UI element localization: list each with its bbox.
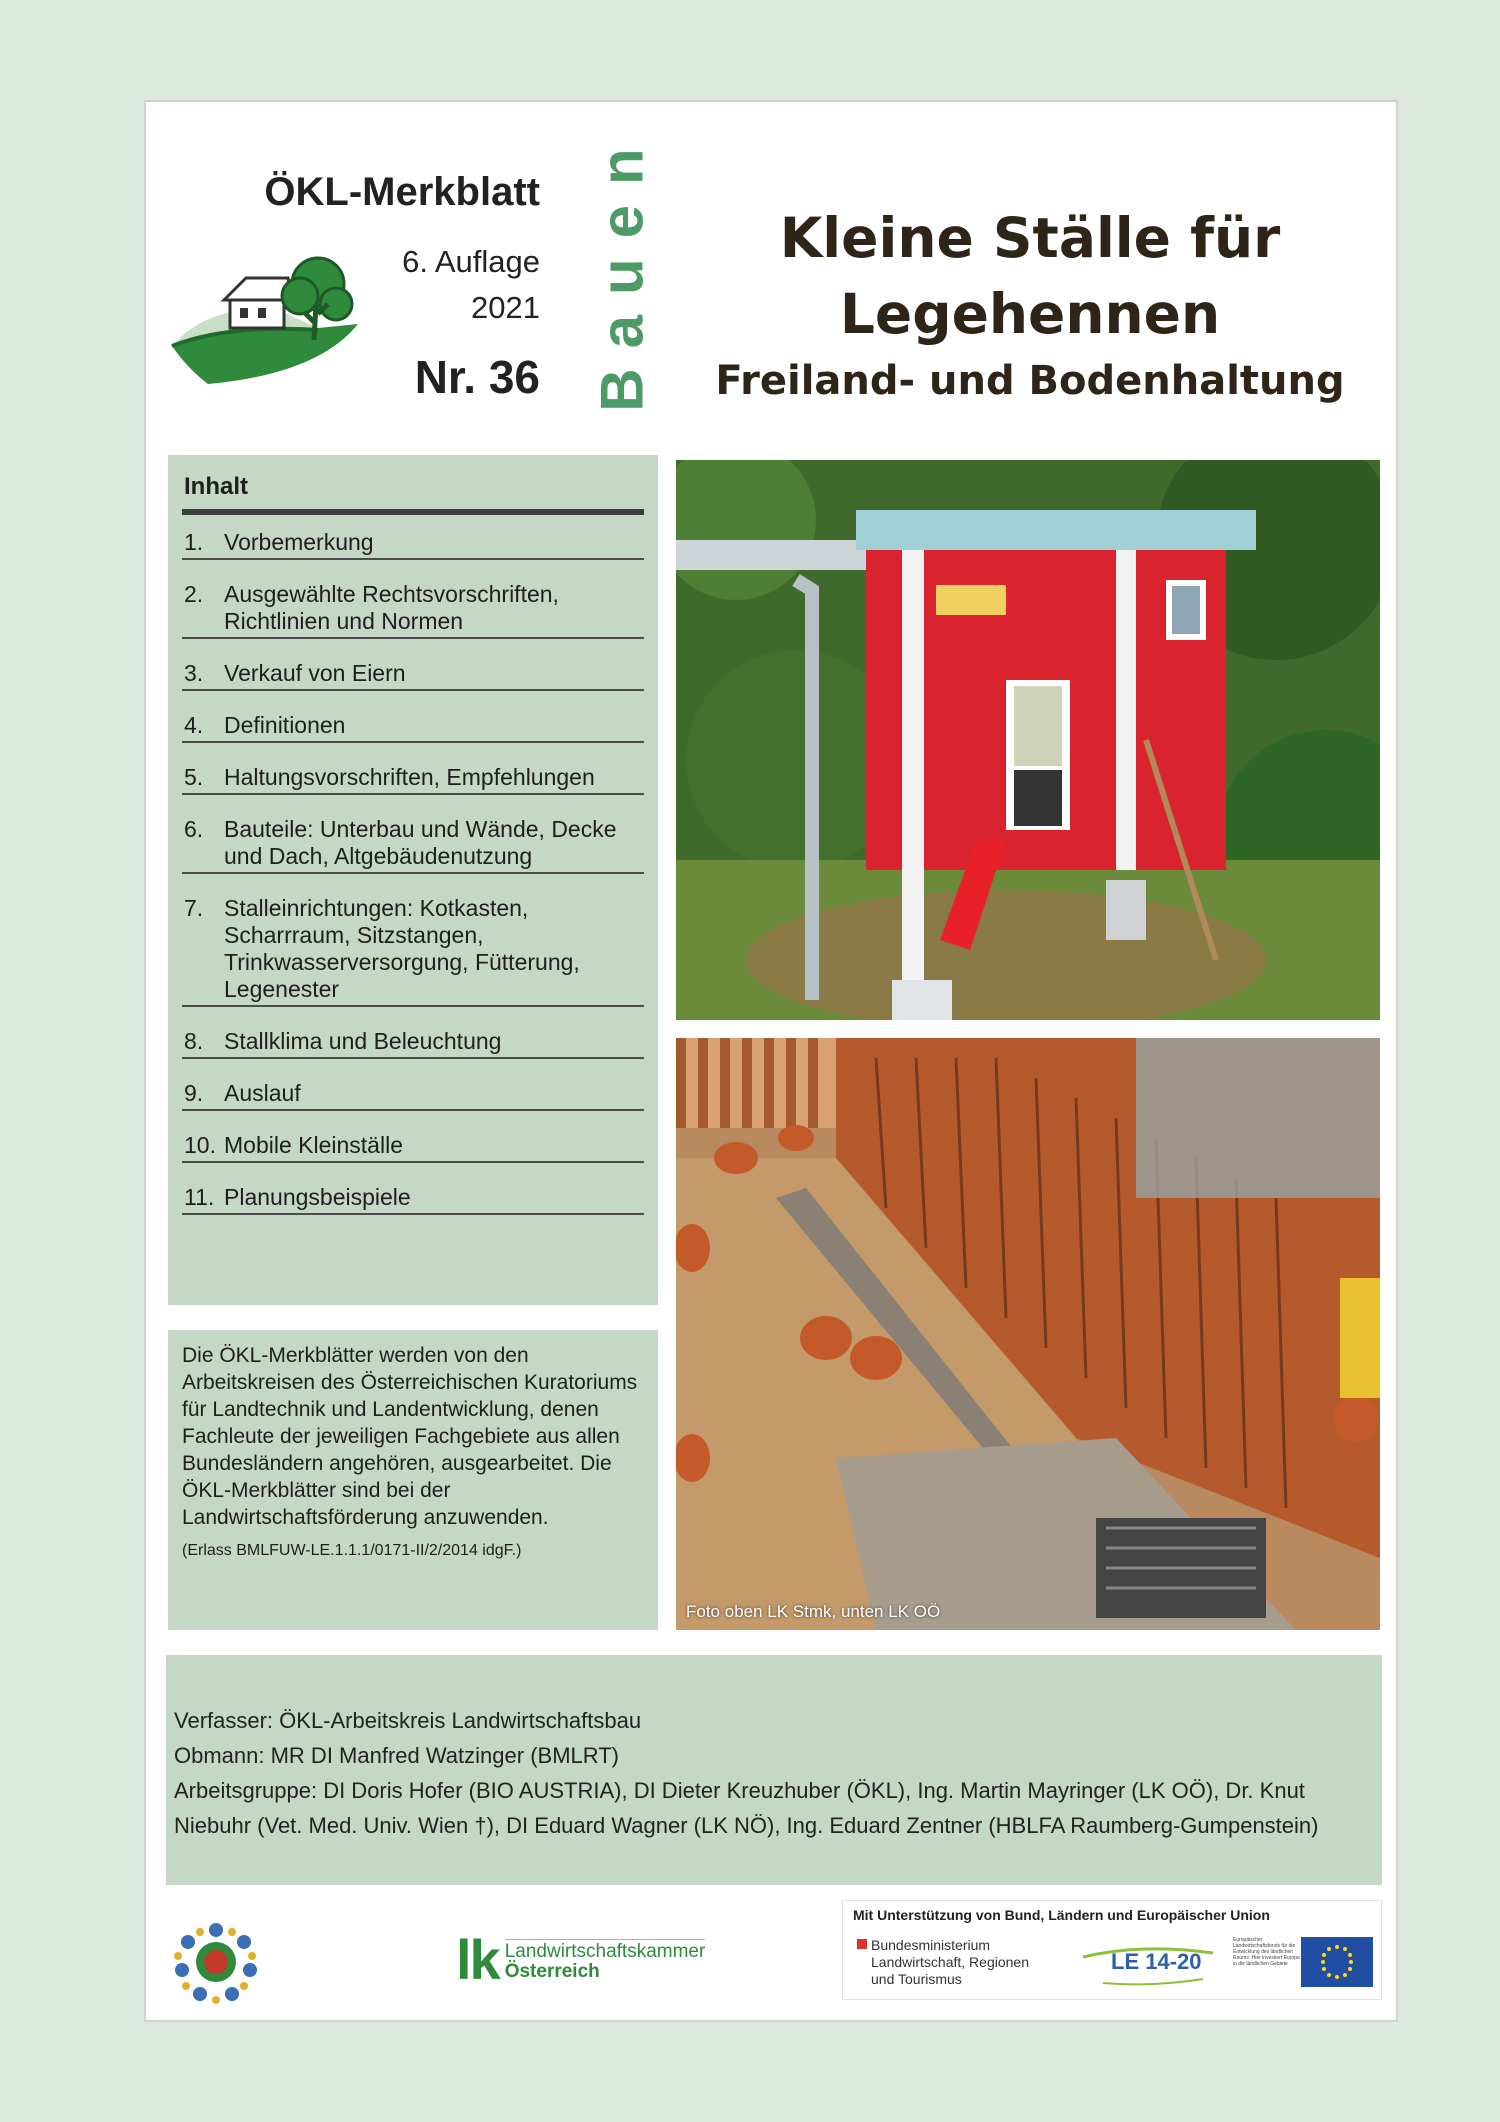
toc-item-label: Definitionen	[224, 712, 346, 738]
toc-item-label: Haltungsvorschriften, Empfehlungen	[224, 764, 595, 790]
authors-box	[166, 1655, 1382, 1885]
series-title: ÖKL-Merkblatt	[264, 170, 540, 214]
ministry-logo: Bundesministerium Landwirtschaft, Regionen und Tourismus	[857, 1937, 1029, 1988]
info-box	[168, 1330, 658, 1630]
toc-item-label: Bauteile: Unterbau und Wände, Decke und Dach, Altgebäudenutzung	[224, 816, 617, 869]
toc-item-label: Stalleinrichtungen: Kotkasten, Scharrraum, Sitzstangen, Trinkwasserversorgung, Fütterung, Legenester	[224, 895, 580, 1002]
year: 2021	[471, 290, 540, 325]
toc-item	[182, 525, 644, 560]
funding-title: Mit Unterstützung von Bund, Ländern und Europäischer Union	[853, 1907, 1270, 1923]
photo-hens-barn	[676, 1038, 1380, 1630]
page-title: Kleine Ställe für Legehennen	[779, 206, 1281, 346]
toc-item-number: 7.	[184, 895, 204, 921]
issue-number: Nr. 36	[414, 351, 540, 403]
toc-item-label: Verkauf von Eiern	[224, 660, 406, 686]
footer-logos	[166, 1900, 1382, 2010]
photo-chicken-coop	[676, 460, 1380, 1020]
toc-item	[182, 656, 644, 691]
toc-item	[182, 1128, 644, 1163]
photo-credit: Foto oben LK Stmk, unten LK OÖ	[686, 1602, 941, 1621]
toc-item-number: 2.	[184, 581, 204, 607]
funding-banner	[842, 1900, 1382, 2000]
lk-mark: lk	[456, 1928, 499, 1991]
chair-line: Obmann: MR DI Manfred Watzinger (BMLRT)	[174, 1743, 620, 1768]
toc-item-number: 5.	[184, 764, 204, 790]
toc-item-number: 1.	[184, 529, 204, 555]
page-subtitle: Freiland- und Bodenhaltung	[715, 358, 1345, 404]
farm-logo-icon	[168, 244, 368, 384]
eu-flag-icon	[1301, 1937, 1373, 1987]
toc-item	[182, 1180, 644, 1215]
toc-item-number: 10.	[184, 1132, 216, 1158]
toc-item-label: Ausgewählte Rechtsvorschriften, Richtlinien und Normen	[224, 581, 559, 634]
author-line: Verfasser: ÖKL-Arbeitskreis Landwirtschaftsbau	[174, 1708, 642, 1733]
decree-reference: (Erlass BMLFUW-LE.1.1.1/0171-II/2/2014 idgF.)	[182, 1542, 522, 1559]
toc-item	[182, 760, 644, 795]
toc-item	[182, 1024, 644, 1059]
oekl-circle-logo-icon	[170, 1920, 262, 2004]
toc-item-label: Mobile Kleinställe	[224, 1132, 403, 1158]
toc-item-label: Planungsbeispiele	[224, 1184, 411, 1210]
toc-item-label: Vorbemerkung	[224, 529, 374, 555]
table-of-contents	[168, 455, 658, 1305]
lk-name-line2: Österreich	[504, 1960, 600, 1982]
toc-item-number: 6.	[184, 816, 204, 842]
toc-item	[182, 708, 644, 743]
toc-heading: Inhalt	[182, 473, 644, 515]
austria-flag-icon	[857, 1939, 867, 1949]
toc-item-number: 4.	[184, 712, 204, 738]
toc-item-number: 8.	[184, 1028, 204, 1054]
toc-item	[182, 812, 644, 874]
toc-item-label: Auslauf	[224, 1080, 301, 1106]
header-info	[168, 170, 540, 420]
lk-logo	[456, 1930, 706, 1990]
toc-item-number: 9.	[184, 1080, 204, 1106]
toc-item	[182, 577, 644, 639]
toc-item-label: Stallklima und Beleuchtung	[224, 1028, 502, 1054]
edition: 6. Auflage	[402, 244, 540, 279]
toc-item	[182, 891, 644, 1007]
lk-name-line1: Landwirtschaftskammer	[504, 1940, 706, 1962]
category-label: Bauen	[588, 128, 656, 412]
info-text: Die ÖKL-Merkblätter werden von den Arbeitskreisen des Österreichischen Kuratoriums für Landtechnik und Landentwicklung, denen Fachleute der jeweiligen Fachgebiete aus allen Bundesländern angehören, ausgearbeitet. Die ÖKL-Merkblätter sind bei der Landwirtschaftsförderung anzuwenden.	[182, 1344, 638, 1529]
toc-item-number: 3.	[184, 660, 204, 686]
working-group: Arbeitsgruppe: DI Doris Hofer (BIO AUSTRIA), DI Dieter Kreuzhuber (ÖKL), Ing. Martin Mayringer (LK OÖ), Dr. Knut Niebuhr (Vet. Med. Univ. Wien †), DI Eduard Wagner (LK NÖ), Ing. Eduard Zentner (HBLFA Raumberg-Gumpenstein)	[174, 1778, 1319, 1838]
toc-list	[182, 525, 644, 1215]
eu-fund-text: Europäischer Landwirtschaftsfonds für die Entwicklung des ländlichen Raums: Hier investiert Europa in die ländlichen Gebiete	[1233, 1937, 1300, 1967]
toc-item	[182, 1076, 644, 1111]
le-label: LE 14-20	[1111, 1949, 1202, 1974]
toc-item-number: 11.	[184, 1184, 215, 1210]
